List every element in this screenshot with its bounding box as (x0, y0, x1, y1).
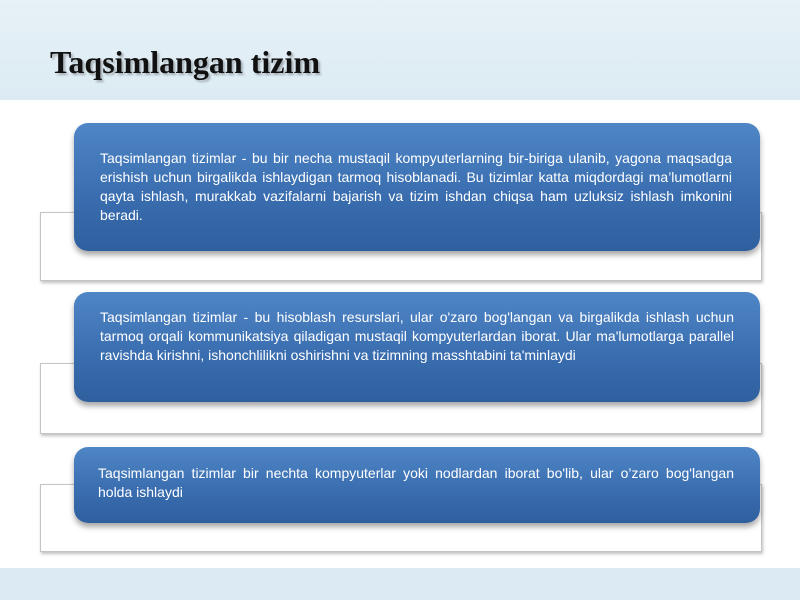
slide-title: Taqsimlangan tizim (50, 44, 320, 80)
info-card-3-text: Taqsimlangan tizimlar bir nechta kompyuterlar yoki nodlardan iborat bo'lib, ular o’zaro bog'langan holda ishlaydi (98, 465, 734, 500)
info-card-3 (74, 447, 760, 523)
footer-band (0, 568, 800, 600)
info-card-1 (74, 123, 760, 251)
info-card-1-text: Taqsimlangan tizimlar - bu bir necha mustaqil kompyuterlarning bir-biriga ulanib, yagona maqsadga erishish uchun birgalikda ishlaydigan tarmoq hisoblanadi. Bu tizimlar katta miqdordagi ma’lumotlarni qayta ishlash, murakkab vazifalarni bajarish va tizim ishdan chiqsa ham uzluksiz ishlash imkonini beradi. (100, 150, 732, 223)
info-card-2-text: Taqsimlangan tizimlar - bu hisoblash resurslari, ular o'zaro bog'langan va birgalikda ishlash uchun tarmoq orqali kommunikatsiya qiladigan mustaqil kompyuterlardan iborat. Ular ma'lumotlarga parallel ravishda kirishni, ishonchlilikni oshirishni va tizimning masshtabini ta'minlaydi (100, 309, 734, 363)
info-card-2 (74, 292, 760, 402)
